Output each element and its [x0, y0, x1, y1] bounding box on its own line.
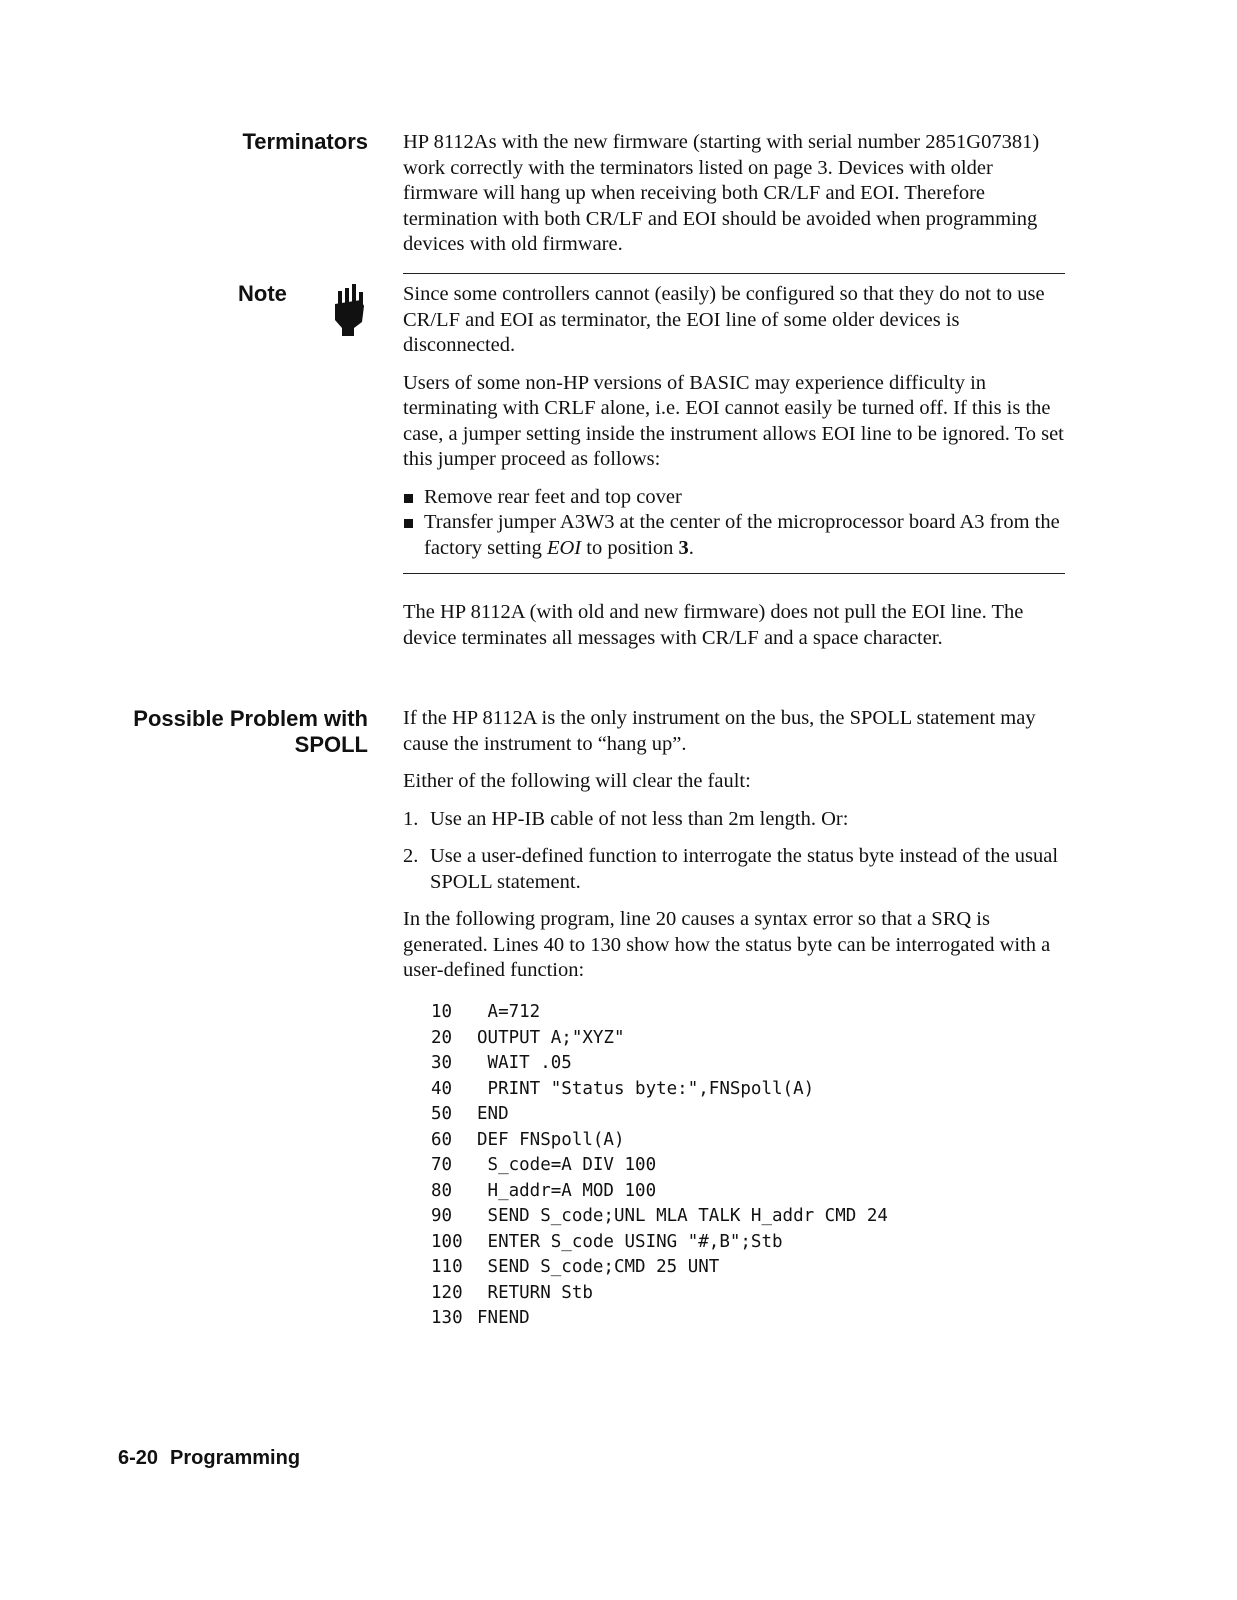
code-line: 80 H_addr=A MOD 100 [431, 1180, 657, 1201]
spoll-paragraph-2: Either of the following will clear the fault: [403, 770, 751, 792]
after-note-paragraph: The HP 8112A (with old and new firmware) does not pull the EOI line. The device terminates all messages with CR/LF and a space character. [403, 601, 1024, 649]
code-listing [431, 1000, 888, 1332]
section-name: Programming [170, 1447, 301, 1469]
code-line: 130 FNEND [431, 1308, 530, 1328]
note-section [403, 282, 1068, 561]
bullet-square-icon [404, 519, 413, 528]
jumper-steps-list [403, 485, 1068, 562]
spoll-paragraph-1: If the HP 8112A is the only instrument on the bus, the SPOLL statement may cause the instrument to “hang up”. [403, 707, 1036, 755]
list-item: 2. Use a user-defined function to interrogate the status byte instead of the usual SPOLL statement. [403, 845, 1059, 893]
note-top-rule [403, 273, 1065, 274]
code-line: 20 OUTPUT A;"XYZ" [431, 1027, 625, 1048]
code-line: 90 SEND S_code;UNL MLA TALK H_addr CMD 24 [431, 1206, 888, 1226]
code-line: 30 WAIT .05 [431, 1053, 572, 1073]
list-item: Remove rear feet and top cover [403, 485, 1068, 511]
code-line: 10 A=712 [431, 1002, 541, 1022]
eoi-italic: EOI [546, 536, 582, 559]
spoll-heading [60, 706, 368, 758]
fault-steps-list [403, 807, 1068, 896]
terminators-section [403, 130, 1068, 258]
note-label: Note [238, 281, 287, 306]
code-line: 110 SEND S_code;CMD 25 UNT [431, 1257, 720, 1277]
after-note-section [403, 600, 1068, 651]
code-line: 60 DEF FNSpoll(A) [431, 1129, 625, 1150]
position-bold: 3 [678, 536, 689, 559]
code-line: 50 END [431, 1104, 509, 1124]
code-line: 40 PRINT "Status byte:",FNSpoll(A) [431, 1078, 815, 1099]
bullet-square-icon [404, 494, 413, 503]
note-bottom-rule [403, 573, 1065, 574]
code-line: 70 S_code=A DIV 100 [431, 1155, 657, 1175]
terminators-text: HP 8112As with the new firmware (starting with serial number 2851G07381) work correctly with the terminators listed on page 3. Devices with older firmware will hang up when receiving both CR/LF and EOI. Therefore termination with both CR/LF and EOI should be avoided when programming devices with old firmware. [403, 131, 1040, 255]
spoll-heading-line-2: SPOLL [294, 732, 368, 757]
code-line: 100 ENTER S_code USING "#,B";Stb [431, 1231, 783, 1252]
page-number: 6-20 [118, 1447, 159, 1469]
spoll-heading-line-1: Possible Problem with [133, 706, 368, 731]
list-item: 1. Use an HP-IB cable of not less than 2m length. Or: [403, 807, 849, 830]
code-line: 120 RETURN Stb [431, 1282, 593, 1303]
terminators-heading: Terminators [242, 129, 368, 154]
spoll-paragraph-3: In the following program, line 20 causes a syntax error so that a SRQ is generated. Lines 40 to 130 show how the status byte can be interrogated with a user-defined function: [403, 908, 1051, 981]
note-paragraph-1: Since some controllers cannot (easily) be configured so that they do not to use CR/LF and EOI as terminator, the EOI line of some older devices is disconnected. [403, 283, 1045, 356]
note-paragraph-2: Users of some non-HP versions of BASIC may experience difficulty in terminating with CRLF alone, i.e. EOI cannot easily be turned off. If this is the case, a jumper setting inside the instrument allows EOI line to be ignored. To set this jumper proceed as follows: [403, 371, 1064, 470]
pointing-hand-icon [331, 284, 369, 336]
page-footer [118, 1447, 300, 1470]
list-item: Transfer jumper A3W3 at the center of the microprocessor board A3 from the factory setting EOI to position 3. [403, 510, 1068, 561]
spoll-section [403, 706, 1068, 984]
